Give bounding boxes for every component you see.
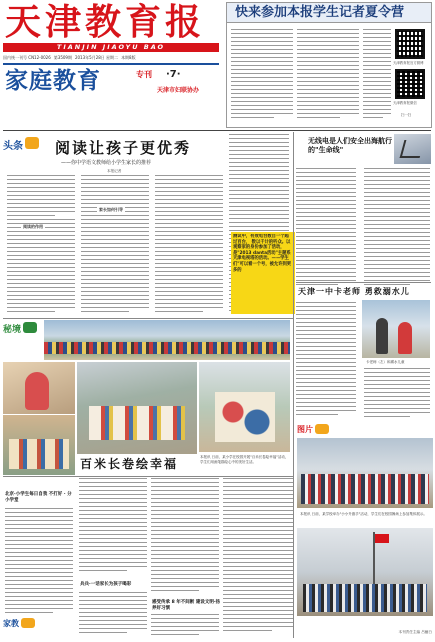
top-banner-text-3 — [363, 29, 391, 123]
lower-right-photo-2 — [297, 528, 433, 616]
tag-photo-dot — [23, 322, 37, 333]
masthead-info-date: 2013年5月28日 星期二 — [74, 55, 119, 60]
main-article-col-1 — [7, 175, 75, 313]
lower-right-caption: 本报讯 日前，某学校举办"小小升旗手"活动，学生们在校园操场上参加集体展示。 — [300, 512, 427, 516]
feature-photo-main — [77, 362, 197, 454]
feature-photo-left-2 — [3, 415, 75, 475]
tag-family-dot — [21, 618, 35, 628]
top-banner-title-bar — [227, 3, 431, 23]
bottom-col-3-text — [151, 478, 219, 598]
tag-photo-label: 秘境 — [3, 325, 22, 335]
masthead-info-issue: 第3509期 — [53, 55, 72, 60]
qr-label-scan: 扫一扫 — [401, 113, 412, 117]
highlight-text: 测试中，有效电台数目一个超过百台， 数以千计的听众。以观察家的身份参加了活动，是"2013 danta活动"主题系天津电视塔的活动。——学生们"可以看一个号，被允许到更多的 — [233, 234, 292, 273]
bottom-col-3-text-b — [151, 614, 219, 638]
bottom-col-1 — [3, 478, 75, 638]
masthead-pinyin-bar — [3, 43, 219, 52]
edit-credit: 本刊责任主编 吕骊白 — [398, 630, 432, 634]
top-banner — [226, 2, 432, 128]
qr-label-wechat: 天津教育报微信 — [393, 101, 417, 105]
tag-family — [3, 618, 43, 632]
child-figure — [25, 372, 49, 410]
qr-label-weibo: 天津教育报官方微博 — [393, 61, 424, 65]
bottom-col-3-title: 感受传承 8 年不间断 建设文明·扬养好习惯 — [152, 600, 221, 611]
masthead-info-pages: 本期8版 — [121, 55, 136, 60]
tag-headline-label: 头条 — [3, 141, 23, 152]
radio-antenna-icon — [400, 140, 425, 158]
masthead-info-cn: 国内统一刊号 CN12-0026 — [3, 55, 51, 60]
top-banner-title: 快来参加本报学生记者夏令营 — [235, 5, 405, 20]
masthead — [3, 3, 219, 65]
person-figure-1 — [376, 318, 388, 354]
right-headline-2: 天津一中卡老师 勇救溺水儿 — [298, 286, 410, 296]
divider-v-1 — [293, 132, 294, 638]
main-article — [3, 135, 227, 315]
bottom-col-4-text — [223, 478, 293, 638]
right-column — [294, 132, 433, 422]
section-header — [3, 63, 219, 97]
children-painting — [89, 406, 185, 440]
right-divider — [296, 282, 431, 283]
bottom-col-1-text — [5, 508, 73, 618]
divider-h-1 — [3, 130, 431, 131]
right-col-text-2 — [364, 168, 430, 288]
masthead-pinyin: TIANJIN JIAOYU BAO — [56, 43, 166, 51]
right-col-text-1 — [296, 168, 356, 288]
main-article-subhead-1: 阅读的作用 — [23, 224, 43, 229]
right-col-text-3 — [296, 302, 356, 420]
feature-photo-right — [199, 362, 290, 452]
right-photo-2 — [362, 300, 430, 358]
qr-code-wechat[interactable] — [395, 69, 425, 99]
main-article-subtitle: ——你中学语文教师给小学生家长的推荐 — [61, 160, 152, 166]
feature-title: 百米长卷绘幸福 — [80, 457, 179, 471]
divider-h-3 — [3, 476, 293, 477]
tag-family-label: 家教 — [3, 619, 19, 628]
flag — [375, 534, 389, 543]
qr-code-weibo[interactable] — [395, 29, 425, 59]
bottom-col-2-text-b — [79, 592, 147, 638]
students-row — [303, 584, 427, 612]
section-page: ·7· — [166, 69, 181, 80]
right-headline-1: 无线电是人们安全出海航行的"生命线" — [308, 137, 392, 154]
section-name: 家庭教育 — [5, 68, 101, 94]
tag-pictures — [297, 424, 337, 438]
section-kind: 专刊 — [136, 70, 152, 79]
tag-photo — [3, 322, 43, 338]
lower-right-photo-1 — [297, 438, 433, 508]
divider-h-2 — [3, 318, 293, 319]
masthead-title: 天津教育报 — [5, 1, 206, 43]
bottom-col-1-title: 北京·小学生每日自我 不打好 · 分小学堂 — [5, 492, 72, 503]
masthead-info-row — [3, 53, 219, 63]
right-photo-1 — [394, 134, 431, 164]
right-photo-2-caption: 卡老师（左）和溺水儿童 — [366, 360, 405, 364]
section-sponsor: 天津市妇联协办 — [157, 87, 200, 94]
tag-pictures-dot — [315, 424, 329, 434]
main-article-byline: 本报记者 — [107, 169, 122, 173]
feature-photo-left-1 — [3, 362, 75, 414]
bottom-col-2-title: 兵兵·一话家长为孩子喝彩 — [80, 582, 132, 587]
top-banner-text-2 — [297, 29, 359, 123]
child-drawing — [215, 392, 275, 442]
main-article-title: 阅读让孩子更优秀 — [55, 139, 192, 157]
tag-pictures-label: 图片 — [297, 425, 313, 434]
bottom-col-2-text — [79, 478, 147, 578]
students-group — [301, 474, 429, 504]
feature-photo-panorama — [44, 320, 290, 360]
main-article-subhead-2: 家长如何引导 — [99, 207, 123, 212]
highlight-box — [231, 232, 295, 314]
main-article-col-2 — [81, 175, 149, 313]
right-col-text-4 — [364, 368, 430, 420]
crowd-strip — [44, 342, 290, 354]
painting-kids — [9, 439, 69, 469]
main-article-col-3 — [155, 175, 223, 313]
feature-caption: 本报讯 日前，某小学在校园开展"百米长卷绘幸福"活动，学生们用画笔描绘心中的美好生活。 — [200, 455, 289, 464]
top-banner-text-1 — [231, 29, 293, 123]
person-figure-2 — [398, 322, 412, 354]
